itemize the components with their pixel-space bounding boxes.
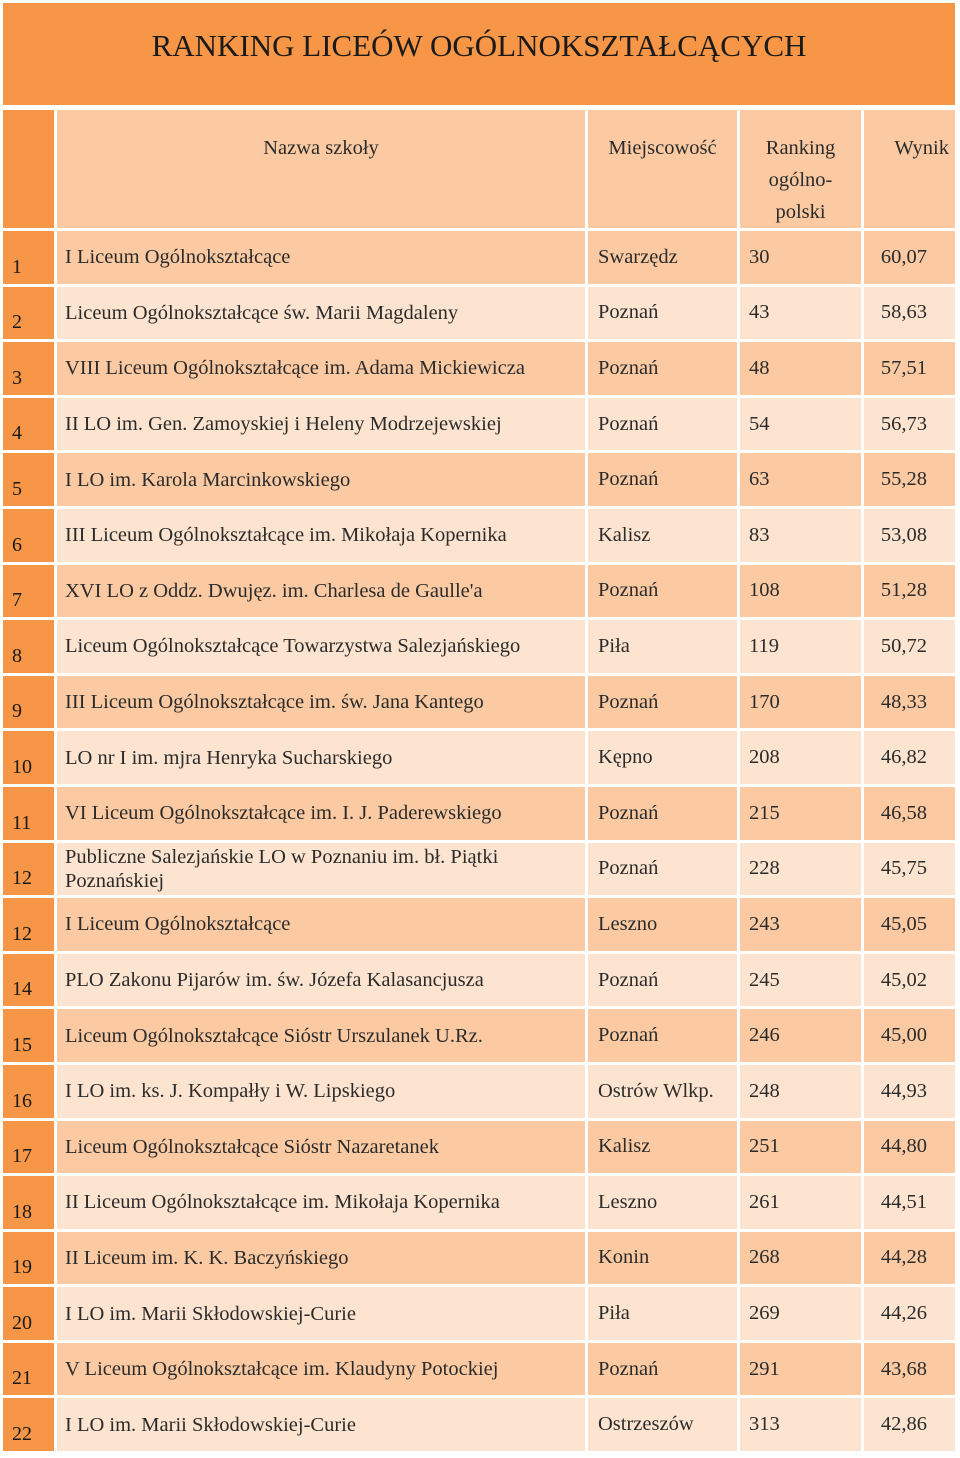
school-city: Poznań [588, 1009, 737, 1062]
school-city: Ostrzeszów [588, 1398, 737, 1451]
school-city: Kalisz [588, 1121, 737, 1174]
table-row [3, 1176, 955, 1229]
school-score: 53,08 [864, 509, 955, 562]
row-number: 3 [3, 342, 54, 395]
school-city: Swarzędz [588, 231, 737, 284]
row-number: 18 [3, 1176, 54, 1229]
national-rank: 313 [740, 1398, 861, 1451]
row-number: 7 [3, 565, 54, 618]
table-row [3, 1232, 955, 1285]
table-row [3, 1065, 955, 1118]
national-rank: 208 [740, 731, 861, 784]
national-rank: 251 [740, 1121, 861, 1174]
national-rank: 63 [740, 453, 861, 506]
national-rank: 245 [740, 954, 861, 1007]
school-city: Poznań [588, 954, 737, 1007]
national-rank: 170 [740, 676, 861, 729]
row-number: 6 [3, 509, 54, 562]
school-name: I LO im. Marii Skłodowskiej-Curie [57, 1398, 585, 1451]
school-city: Poznań [588, 453, 737, 506]
school-city: Kalisz [588, 509, 737, 562]
table-row [3, 787, 955, 840]
row-number: 16 [3, 1065, 54, 1118]
header-rank-line1: Ranking [765, 137, 836, 159]
school-city: Leszno [588, 1176, 737, 1229]
row-number: 11 [3, 787, 54, 840]
table-row [3, 565, 955, 618]
school-name: VI Liceum Ogólnokształcące im. I. J. Paderewskiego [57, 787, 585, 840]
page-title: RANKING LICEÓW OGÓLNOKSZTAŁCĄCYCH [3, 3, 955, 105]
table-row [3, 231, 955, 284]
school-score: 46,82 [864, 731, 955, 784]
school-city: Poznań [588, 843, 737, 896]
row-number: 8 [3, 620, 54, 673]
school-city: Poznań [588, 1343, 737, 1396]
table-row [3, 1343, 955, 1396]
school-score: 46,58 [864, 787, 955, 840]
school-score: 55,28 [864, 453, 955, 506]
row-number: 15 [3, 1009, 54, 1062]
school-city: Poznań [588, 565, 737, 618]
school-name: V Liceum Ogólnokształcące im. Klaudyny Potockiej [57, 1343, 585, 1396]
school-score: 50,72 [864, 620, 955, 673]
school-score: 43,68 [864, 1343, 955, 1396]
table-row [3, 731, 955, 784]
school-score: 60,07 [864, 231, 955, 284]
national-rank: 30 [740, 231, 861, 284]
school-name: XVI LO z Oddz. Dwujęz. im. Charlesa de Gaulle'a [57, 565, 585, 618]
table-row [3, 287, 955, 340]
national-rank: 48 [740, 342, 861, 395]
row-number: 20 [3, 1287, 54, 1340]
school-score: 44,26 [864, 1287, 955, 1340]
table-header-row [3, 110, 955, 228]
school-name: I LO im. Karola Marcinkowskiego [57, 453, 585, 506]
table-row [3, 453, 955, 506]
header-score: Wynik [864, 110, 955, 228]
school-name: LO nr I im. mjra Henryka Sucharskiego [57, 731, 585, 784]
school-city: Leszno [588, 898, 737, 951]
row-number: 19 [3, 1232, 54, 1285]
school-name: II Liceum im. K. K. Baczyńskiego [57, 1232, 585, 1285]
row-number: 14 [3, 954, 54, 1007]
row-number: 12 [3, 898, 54, 951]
national-rank: 269 [740, 1287, 861, 1340]
school-score: 48,33 [864, 676, 955, 729]
national-rank: 243 [740, 898, 861, 951]
table-row [3, 676, 955, 729]
school-score: 45,02 [864, 954, 955, 1007]
school-name: PLO Zakonu Pijarów im. św. Józefa Kalasancjusza [57, 954, 585, 1007]
school-city: Poznań [588, 676, 737, 729]
school-name: I LO im. ks. J. Kompałły i W. Lipskiego [57, 1065, 585, 1118]
school-score: 45,75 [864, 843, 955, 896]
school-score: 57,51 [864, 342, 955, 395]
row-number: 12 [3, 843, 54, 896]
school-city: Poznań [588, 787, 737, 840]
school-score: 44,51 [864, 1176, 955, 1229]
school-score: 51,28 [864, 565, 955, 618]
header-city: Miejscowość [588, 110, 737, 228]
school-city: Kępno [588, 731, 737, 784]
school-city: Piła [588, 620, 737, 673]
header-rank [740, 110, 861, 228]
table-row [3, 1121, 955, 1174]
national-rank: 108 [740, 565, 861, 618]
school-city: Ostrów Wlkp. [588, 1065, 737, 1118]
school-score: 44,93 [864, 1065, 955, 1118]
school-name: III Liceum Ogólnokształcące im. św. Jana Kantego [57, 676, 585, 729]
table-row [3, 620, 955, 673]
row-number: 4 [3, 398, 54, 451]
row-number: 22 [3, 1398, 54, 1451]
table-row [3, 898, 955, 951]
row-number: 5 [3, 453, 54, 506]
national-rank: 119 [740, 620, 861, 673]
national-rank: 261 [740, 1176, 861, 1229]
table-row [3, 1398, 955, 1451]
school-score: 56,73 [864, 398, 955, 451]
table-row [3, 398, 955, 451]
table-row [3, 1287, 955, 1340]
national-rank: 228 [740, 843, 861, 896]
header-name: Nazwa szkoły [57, 110, 585, 228]
table-row [3, 342, 955, 395]
school-name: III Liceum Ogólnokształcące im. Mikołaja Kopernika [57, 509, 585, 562]
school-name: Liceum Ogólnokształcące Sióstr Nazaretanek [57, 1121, 585, 1174]
school-name: Publiczne Salezjańskie LO w Poznaniu im. bł. Piątki Poznańskiej [57, 843, 585, 896]
table-row [3, 954, 955, 1007]
national-rank: 54 [740, 398, 861, 451]
school-city: Poznań [588, 398, 737, 451]
school-score: 45,00 [864, 1009, 955, 1062]
school-city: Konin [588, 1232, 737, 1285]
row-number: 17 [3, 1121, 54, 1174]
school-city: Poznań [588, 287, 737, 340]
row-number: 2 [3, 287, 54, 340]
school-name: Liceum Ogólnokształcące Sióstr Urszulanek U.Rz. [57, 1009, 585, 1062]
national-rank: 246 [740, 1009, 861, 1062]
ranking-table [0, 107, 958, 1454]
header-rank-line3: polski [775, 201, 826, 223]
school-score: 44,28 [864, 1232, 955, 1285]
national-rank: 43 [740, 287, 861, 340]
national-rank: 215 [740, 787, 861, 840]
school-score: 58,63 [864, 287, 955, 340]
national-rank: 268 [740, 1232, 861, 1285]
school-name: Liceum Ogólnokształcące św. Marii Magdaleny [57, 287, 585, 340]
school-score: 45,05 [864, 898, 955, 951]
school-city: Poznań [588, 342, 737, 395]
school-city: Piła [588, 1287, 737, 1340]
school-name: VIII Liceum Ogólnokształcące im. Adama Mickiewicza [57, 342, 585, 395]
school-name: Liceum Ogólnokształcące Towarzystwa Salezjańskiego [57, 620, 585, 673]
header-rank-line2: ogólno- [768, 169, 833, 191]
school-name: I Liceum Ogólnokształcące [57, 898, 585, 951]
header-number-cell [3, 110, 54, 228]
school-name: I Liceum Ogólnokształcące [57, 231, 585, 284]
row-number: 21 [3, 1343, 54, 1396]
school-score: 42,86 [864, 1398, 955, 1451]
table-row [3, 509, 955, 562]
table-row [3, 1009, 955, 1062]
row-number: 10 [3, 731, 54, 784]
school-score: 44,80 [864, 1121, 955, 1174]
national-rank: 83 [740, 509, 861, 562]
school-name: I LO im. Marii Skłodowskiej-Curie [57, 1287, 585, 1340]
national-rank: 248 [740, 1065, 861, 1118]
school-name: II LO im. Gen. Zamoyskiej i Heleny Modrzejewskiej [57, 398, 585, 451]
row-number: 1 [3, 231, 54, 284]
table-row [3, 843, 955, 896]
school-name: II Liceum Ogólnokształcące im. Mikołaja Kopernika [57, 1176, 585, 1229]
national-rank: 291 [740, 1343, 861, 1396]
row-number: 9 [3, 676, 54, 729]
